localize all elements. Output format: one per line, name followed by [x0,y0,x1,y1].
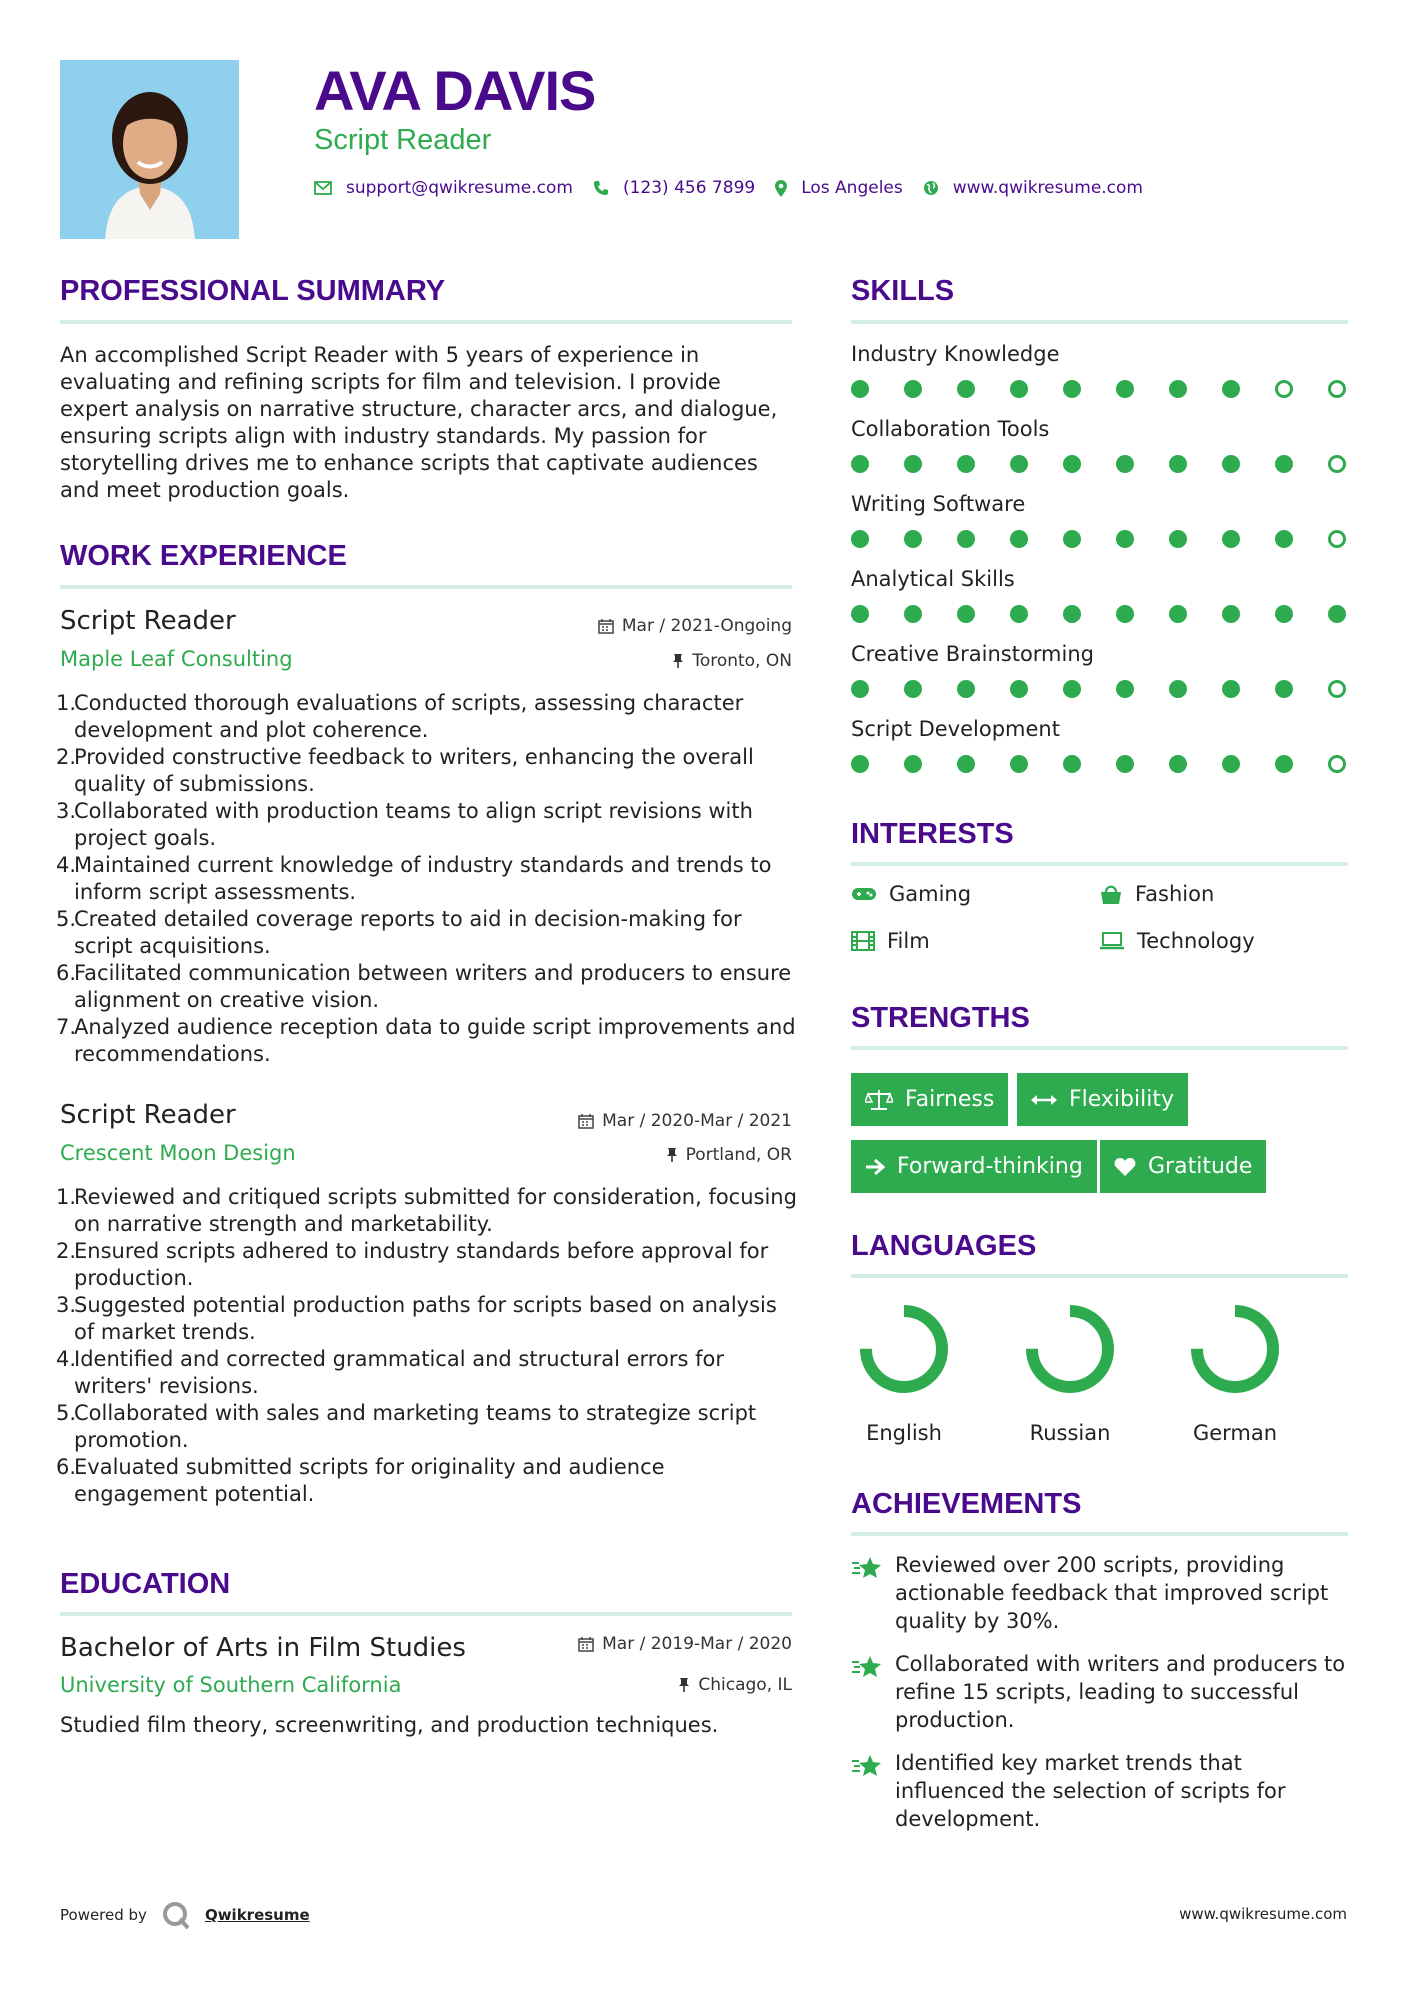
rating-dot-empty [1328,455,1346,473]
rating-dot-filled [1169,755,1187,773]
bullet-text: Suggested potential production paths for scripts based on analysis of market trends. [74,1293,777,1344]
job-company: Maple Leaf Consulting [60,647,293,671]
bullet-text: Facilitated communication between writers and producers to ensure alignment on creative vision. [74,961,792,1012]
rating-dot-filled [1063,680,1081,698]
bullet-number: 2. [56,1239,77,1263]
bullet-text: Reviewed and critiqued scripts submitted for consideration, focusing on narrative strength and marketability. [74,1185,797,1236]
work-heading: WORK EXPERIENCE [60,540,347,572]
strength-label: Flexibility [1069,1087,1174,1112]
skill-label: Analytical Skills [851,567,1015,591]
skill-label: Collaboration Tools [851,417,1050,441]
interest-item [1099,882,1214,906]
bullet-text: Provided constructive feedback to writers, enhancing the overall quality of submissions. [74,745,754,796]
interests-rule [851,862,1348,866]
bullet-number: 3. [56,799,77,823]
job-date-text: Mar / 2020-Mar / 2021 [602,1111,792,1131]
bullet-text: Evaluated submitted scripts for originality and audience engagement potential. [74,1455,665,1506]
achievement-text: Collaborated with writers and producers to refine 15 scripts, leading to successful production. [895,1652,1346,1732]
rating-dot-filled [1116,455,1134,473]
pushpin-icon [678,1677,690,1693]
map-pin-icon [775,180,787,197]
rating-dot-filled [1169,605,1187,623]
achievement-item [851,1650,1351,1734]
rating-dot-filled [1010,380,1028,398]
summary-heading: PROFESSIONAL SUMMARY [60,275,446,307]
bullet-number: 1. [56,691,77,715]
language-level-ring [1023,1302,1117,1396]
rating-dot-filled [904,530,922,548]
job-location-text: Toronto, ON [692,651,792,671]
rating-dot-filled [1275,605,1293,623]
calendar-icon [598,618,614,634]
skills-rule [851,320,1348,324]
bullet-item [56,690,798,744]
education-location [480,1675,792,1695]
rating-dot-filled [1010,455,1028,473]
skill-label: Industry Knowledge [851,342,1060,366]
skill-label: Creative Brainstorming [851,642,1094,666]
skill-rating [851,380,1346,398]
rating-dot-filled [1063,605,1081,623]
rating-dot-filled [957,755,975,773]
education-date-text: Mar / 2019-Mar / 2020 [602,1634,792,1654]
rating-dot-filled [1063,380,1081,398]
shooting-star-icon [851,1551,895,1635]
candidate-name: AVA DAVIS [314,59,596,122]
rating-dot-filled [851,605,869,623]
rating-dot-filled [851,530,869,548]
job-location [480,651,792,671]
rating-dot-filled [851,380,869,398]
rating-dot-empty [1328,755,1346,773]
languages-rule [851,1274,1348,1278]
pushpin-icon [672,653,684,669]
language-level-arc [1032,1311,1108,1387]
language-item [1015,1302,1125,1445]
bullet-number: 4. [56,853,77,877]
language-label: German [1192,1421,1278,1445]
arrows-horizontal-icon [1031,1093,1057,1107]
rating-dot-filled [957,530,975,548]
skill-label: Writing Software [851,492,1026,516]
shooting-star-icon [851,1650,895,1734]
rating-dot-filled [904,680,922,698]
rating-dot-filled [1222,380,1240,398]
language-item [1180,1302,1290,1445]
language-item [849,1302,959,1445]
rating-dot-filled [1169,680,1187,698]
phone-icon [593,180,609,196]
bullet-text: Identified and corrected grammatical and structural errors for writers' revisions. [74,1347,724,1398]
bullet-text: Analyzed audience reception data to guide script improvements and recommendations. [74,1015,796,1066]
rating-dot-filled [1063,755,1081,773]
school-name: University of Southern California [60,1673,402,1697]
skill-rating [851,455,1346,473]
interest-label: Fashion [1135,882,1215,906]
bullet-item [56,1014,798,1068]
job-title: Script Reader [60,606,236,636]
rating-dot-filled [1116,530,1134,548]
contact-email[interactable]: support@qwikresume.com [346,178,573,198]
rating-dot-filled [1116,380,1134,398]
language-level-arc [866,1311,942,1387]
contact-phone[interactable]: (123) 456 7899 [622,178,756,198]
achievement-text: Identified key market trends that influenced the selection of scripts for development. [895,1751,1286,1831]
bullet-item [56,1238,798,1292]
rating-dot-empty [1328,680,1346,698]
job-location [480,1145,792,1165]
bullet-text: Created detailed coverage reports to aid in decision-making for script acquisitions. [74,907,742,958]
contact-website[interactable]: www.qwikresume.com [952,178,1143,198]
strength-tag [1100,1140,1266,1193]
strength-label: Fairness [905,1087,995,1112]
education-description: Studied film theory, screenwriting, and production techniques. [60,1713,719,1737]
interest-label: Gaming [889,882,972,906]
achievements-rule [851,1532,1348,1536]
strength-tag [1017,1073,1188,1126]
language-level-ring [1188,1302,1282,1396]
rating-dot-filled [957,605,975,623]
rating-dot-filled [1010,680,1028,698]
rating-dot-filled [1275,755,1293,773]
job-date-text: Mar / 2021-Ongoing [621,616,792,636]
job-bullet-list [56,1184,798,1508]
bullet-item [56,1454,798,1508]
education-heading: EDUCATION [60,1568,231,1600]
footer-website[interactable]: www.qwikresume.com [1179,1905,1347,1923]
rating-dot-filled [1275,680,1293,698]
interest-item [851,882,971,906]
bullet-item [56,744,798,798]
skill-rating [851,605,1346,623]
rating-dot-filled [904,380,922,398]
powered-by-label: Powered by [60,1906,147,1924]
education-date [480,1634,792,1654]
strength-tag [851,1140,1097,1193]
bullet-text: Collaborated with sales and marketing teams to strategize script promotion. [74,1401,757,1452]
job-date [480,616,792,636]
bullet-number: 3. [56,1293,77,1317]
interest-item [851,929,930,953]
bullet-number: 4. [56,1347,77,1371]
rating-dot-filled [1275,530,1293,548]
achievements-heading: ACHIEVEMENTS [851,1488,1082,1520]
language-label: Russian [1029,1421,1111,1445]
strength-label: Forward-thinking [897,1154,1083,1179]
rating-dot-filled [1222,680,1240,698]
arrow-right-icon [865,1158,885,1176]
interest-label: Film [887,929,930,953]
rating-dot-filled [1010,755,1028,773]
languages-heading: LANGUAGES [851,1230,1037,1262]
rating-dot-empty [1275,380,1293,398]
rating-dot-filled [904,605,922,623]
bullet-number: 7. [56,1015,77,1039]
job-date [480,1111,792,1131]
gamepad-icon [851,886,877,902]
profile-photo [60,60,239,239]
job-bullet-list [56,690,798,1068]
rating-dot-filled [1222,455,1240,473]
rating-dot-filled [1063,455,1081,473]
bullet-item [56,798,798,852]
strength-tag [851,1073,1008,1126]
skill-rating [851,680,1346,698]
bullet-number: 6. [56,1455,77,1479]
rating-dot-empty [1328,380,1346,398]
calendar-icon [578,1113,594,1129]
globe-icon [923,180,939,196]
rating-dot-filled [1010,605,1028,623]
rating-dot-filled [1169,530,1187,548]
calendar-icon [578,1636,594,1652]
strengths-rule [851,1046,1348,1050]
summary-text: An accomplished Script Reader with 5 years of experience in evaluating and refining scripts for film and television. I provide expert analysis on narrative structure, character arcs, and dialogue, ensuring scripts align with industry standards. My passion for storytelling drives me to enhance scripts that captivate audiences and meet production goals. [60,343,778,502]
rating-dot-filled [957,380,975,398]
language-level-arc [1197,1311,1273,1387]
envelope-icon [314,181,332,195]
heart-icon [1114,1157,1136,1177]
work-rule [60,585,792,589]
contact-bar [314,178,1163,198]
bullet-text: Ensured scripts adhered to industry standards before approval for production. [74,1239,769,1290]
rating-dot-filled [957,455,975,473]
bullet-item [56,1346,798,1400]
bullet-number: 5. [56,907,77,931]
summary-rule [60,320,792,324]
shooting-star-icon [851,1749,895,1833]
education-rule [60,1612,792,1616]
rating-dot-filled [1222,530,1240,548]
interest-label: Technology [1137,929,1255,953]
pushpin-icon [666,1147,678,1163]
bullet-text: Collaborated with production teams to align script revisions with project goals. [74,799,753,850]
footer-powered-by [60,1900,310,1930]
skills-heading: SKILLS [851,275,955,307]
bullet-item [56,906,798,960]
rating-dot-filled [851,455,869,473]
rating-dot-filled [1169,455,1187,473]
rating-dot-filled [904,755,922,773]
education-location-text: Chicago, IL [698,1675,792,1695]
bullet-number: 5. [56,1401,77,1425]
job-title: Script Reader [60,1100,236,1130]
rating-dot-filled [1222,605,1240,623]
shopping-bag-icon [1099,883,1123,905]
rating-dot-empty [1328,530,1346,548]
bullet-number: 1. [56,1185,77,1209]
rating-dot-filled [1328,605,1346,623]
rating-dot-filled [1116,605,1134,623]
bullet-text: Conducted thorough evaluations of scripts, assessing character development and plot coherence. [74,691,744,742]
achievement-item [851,1749,1351,1833]
bullet-item [56,852,798,906]
rating-dot-filled [1222,755,1240,773]
strengths-heading: STRENGTHS [851,1002,1030,1034]
rating-dot-filled [1063,530,1081,548]
language-level-ring [857,1302,951,1396]
interests-heading: INTERESTS [851,818,1014,850]
rating-dot-filled [1010,530,1028,548]
rating-dot-filled [1116,680,1134,698]
bullet-item [56,1400,798,1454]
bullet-number: 6. [56,961,77,985]
strength-label: Gratitude [1148,1154,1253,1179]
job-location-text: Portland, OR [685,1145,792,1165]
interest-item [1099,929,1255,953]
achievement-text: Reviewed over 200 scripts, providing actionable feedback that improved script quality by 30%. [895,1553,1329,1633]
bullet-item [56,1184,798,1238]
qwikresume-logo-icon [161,1900,191,1930]
balance-scale-icon [865,1089,893,1111]
achievement-item [851,1551,1351,1635]
rating-dot-filled [1275,455,1293,473]
rating-dot-filled [1116,755,1134,773]
language-label: English [866,1421,942,1445]
rating-dot-filled [904,455,922,473]
bullet-item [56,1292,798,1346]
skill-label: Script Development [851,717,1060,741]
bullet-number: 2. [56,745,77,769]
film-icon [851,931,875,951]
skill-rating [851,530,1346,548]
rating-dot-filled [851,680,869,698]
candidate-role: Script Reader [314,124,492,156]
rating-dot-filled [1169,380,1187,398]
contact-location: Los Angeles [801,178,903,198]
bullet-text: Maintained current knowledge of industry standards and trends to inform script assessments. [74,853,772,904]
degree-title: Bachelor of Arts in Film Studies [60,1633,466,1663]
brand-link[interactable]: Qwikresume [204,1906,310,1924]
laptop-icon [1099,932,1125,950]
rating-dot-filled [957,680,975,698]
skill-rating [851,755,1346,773]
job-company: Crescent Moon Design [60,1141,296,1165]
bullet-item [56,960,798,1014]
rating-dot-filled [851,755,869,773]
